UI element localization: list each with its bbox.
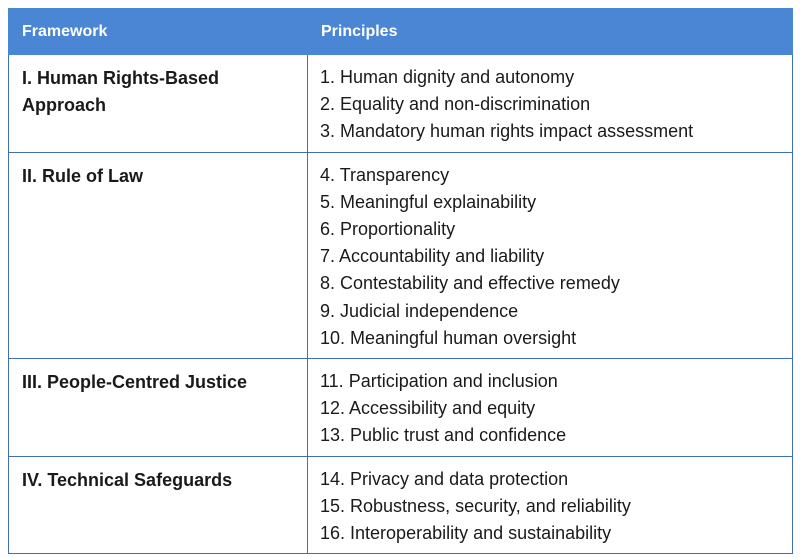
principles-cell (308, 152, 793, 358)
framework-cell: III. People-Centred Justice (9, 359, 308, 457)
principle-item: 10. Meaningful human oversight (320, 327, 577, 348)
principle-item: 9. Judicial independence (320, 300, 519, 321)
principle-item: 6. Proportionality (320, 219, 456, 240)
header-framework: Framework (9, 9, 308, 55)
principle-item: 12. Accessibility and equity (320, 398, 536, 419)
principles-cell (308, 456, 793, 554)
principle-item: 5. Meaningful explainability (320, 191, 537, 212)
principle-item: 8. Contestability and effective remedy (320, 273, 620, 294)
principle-item: 14. Privacy and data protection (320, 468, 569, 489)
header-principles: Principles (308, 9, 793, 55)
principle-item: 3. Mandatory human rights impact assessment (320, 121, 694, 142)
framework-cell: IV. Technical Safeguards (9, 456, 308, 554)
framework-cell: II. Rule of Law (9, 152, 308, 358)
framework-principles-table (8, 8, 793, 554)
table-header-row (9, 9, 793, 55)
principles-cell (308, 359, 793, 457)
principle-item: 13. Public trust and confidence (320, 425, 567, 446)
table-row (9, 55, 793, 153)
table-row (9, 456, 793, 554)
framework-cell: I. Human Rights-Based Approach (9, 55, 308, 153)
principle-item: 16. Interoperability and sustainability (320, 523, 612, 544)
principle-item: 11. Participation and inclusion (320, 371, 558, 392)
principles-cell (308, 55, 793, 153)
principle-item: 2. Equality and non-discrimination (320, 94, 591, 115)
table-row (9, 359, 793, 457)
principle-item: 1. Human dignity and autonomy (320, 67, 575, 87)
table-row (9, 152, 793, 358)
principle-item: 7. Accountability and liability (320, 246, 545, 267)
framework-principles-table-container (8, 8, 792, 554)
principle-item: 4. Transparency (320, 164, 450, 185)
principle-item: 15. Robustness, security, and reliability (320, 495, 631, 516)
